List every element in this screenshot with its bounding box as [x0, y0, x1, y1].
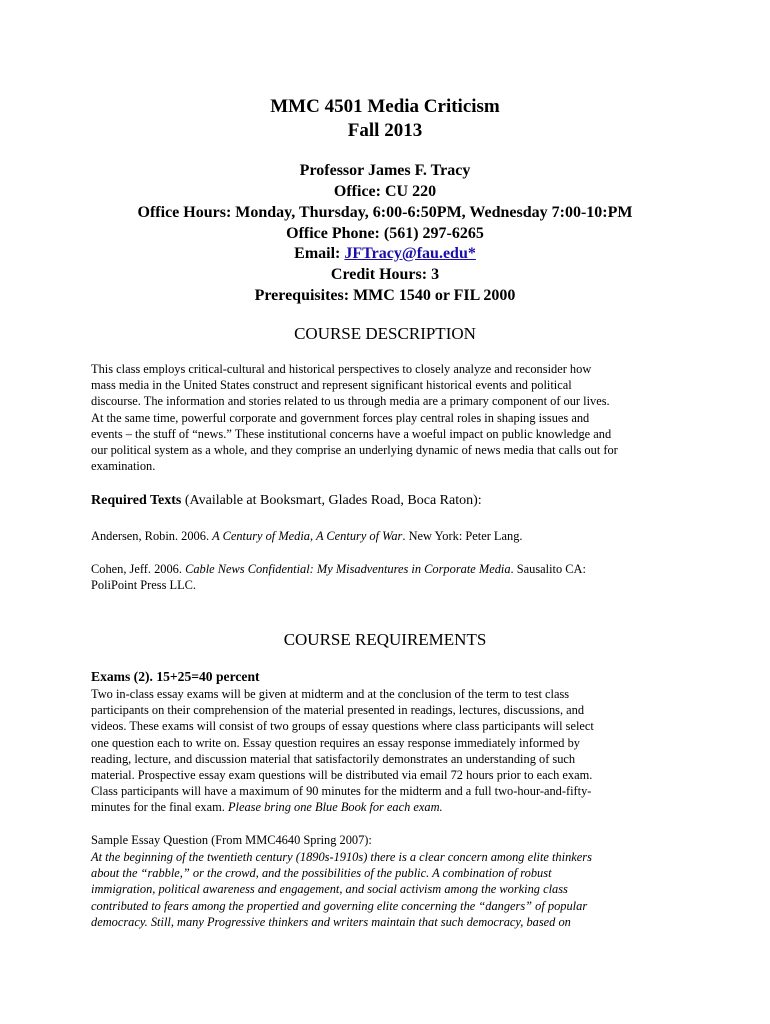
email-label: Email: [294, 245, 345, 262]
exam-line: material. Prospective essay exam questions will be distributed via email 72 hours prior to each exam. [91, 768, 593, 783]
exam-line: videos. These exams will consist of two groups of essay questions where class participants will select [91, 719, 594, 734]
exam-line: one question each to write on. Essay question requires an essay response immediately informed by [91, 735, 580, 750]
office-phone: Office Phone: (561) 297-6265 [286, 225, 484, 242]
credit-hours: Credit Hours: 3 [330, 266, 440, 283]
sample-line: democracy. Still, many Progressive thinkers and writers maintain that such democracy, based on [91, 914, 571, 929]
sample-line: about the “rabble,” or the crowd, and the possibilities of the public. A combination of robust [91, 866, 552, 881]
book-entry [91, 528, 691, 544]
course-description-heading: COURSE DESCRIPTION [294, 324, 476, 343]
description-line: events – the stuff of “news.” These institutional concerns have a woeful impact on public knowledge and [91, 426, 612, 441]
required-texts-note: (Available at Booksmart, Glades Road, Boca Raton): [181, 493, 482, 508]
email-line [0, 244, 770, 264]
exam-line: participants on their comprehension of the material presented in readings, lectures, discussions, and [91, 703, 585, 718]
sample-line: At the beginning of the twentieth century (1890s-1910s) there is a clear concern among elite thinkers [91, 850, 592, 864]
book-title: A Century of Media, A Century of War [212, 529, 403, 543]
course-description-text [91, 361, 691, 474]
book-publisher: . New York: Peter Lang. [402, 529, 523, 543]
prerequisites: Prerequisites: MMC 1540 or FIL 2000 [254, 287, 516, 304]
description-line: mass media in the United States construct and represent significant historical events and political [91, 378, 572, 393]
book-publisher-line2: PoliPoint Press LLC. [91, 578, 196, 593]
book-author: Cohen, Jeff. 2006. [91, 562, 186, 576]
description-line: our political system as a whole, and they comprise an underlying dynamic of news media that calls out for [91, 443, 618, 458]
book-title: Cable News Confidential: My Misadventures in Corporate Media [185, 562, 511, 576]
description-line: examination. [91, 459, 156, 474]
book-author: Andersen, Robin. 2006. [91, 529, 213, 543]
sample-question-text [91, 849, 691, 930]
email-link[interactable]: JFTracy@fau.edu* [344, 245, 476, 262]
course-requirements-heading: COURSE REQUIREMENTS [283, 630, 487, 649]
description-line: discourse. The information and stories related to us through media are a primary component of our lives. [91, 394, 610, 409]
exam-line: reading, lecture, and discussion material that satisfactorily demonstrates an understanding of such [91, 751, 576, 766]
course-title: MMC 4501 Media Criticism [270, 96, 500, 117]
required-texts-heading [91, 492, 482, 510]
exams-description [91, 686, 691, 816]
office-location: Office: CU 220 [333, 183, 437, 200]
professor-name: Professor James F. Tracy [299, 162, 471, 179]
sample-line: contributed to fears among the propertied and governing elite concerning the “dangers” of popular [91, 898, 588, 913]
description-line: This class employs critical-cultural and historical perspectives to closely analyze and reconsider how [91, 362, 592, 376]
exams-heading: Exams (2). 15+25=40 percent [91, 669, 260, 684]
sample-line: immigration, political awareness and engagement, and social activism among the working class [91, 882, 568, 897]
exam-line: minutes for the final exam. [91, 800, 228, 815]
book-publisher: . Sausalito CA: [510, 562, 586, 576]
required-texts-label: Required Texts [91, 493, 182, 508]
exam-line: Two in-class essay exams will be given at midterm and at the conclusion of the term to test class [91, 687, 570, 701]
sample-question-label: Sample Essay Question (From MMC4640 Spring 2007): [91, 833, 372, 847]
course-term: Fall 2013 [347, 120, 423, 141]
exam-line: Class participants will have a maximum of 90 minutes for the midterm and a full two-hour-and-fifty- [91, 784, 592, 799]
blue-book-note: Please bring one Blue Book for each exam. [227, 800, 443, 815]
office-hours: Office Hours: Monday, Thursday, 6:00-6:50PM, Wednesday 7:00-10:PM [137, 204, 633, 221]
description-line: At the same time, powerful corporate and government forces play central roles in shaping issues and [91, 410, 590, 425]
book-entry [91, 561, 691, 593]
